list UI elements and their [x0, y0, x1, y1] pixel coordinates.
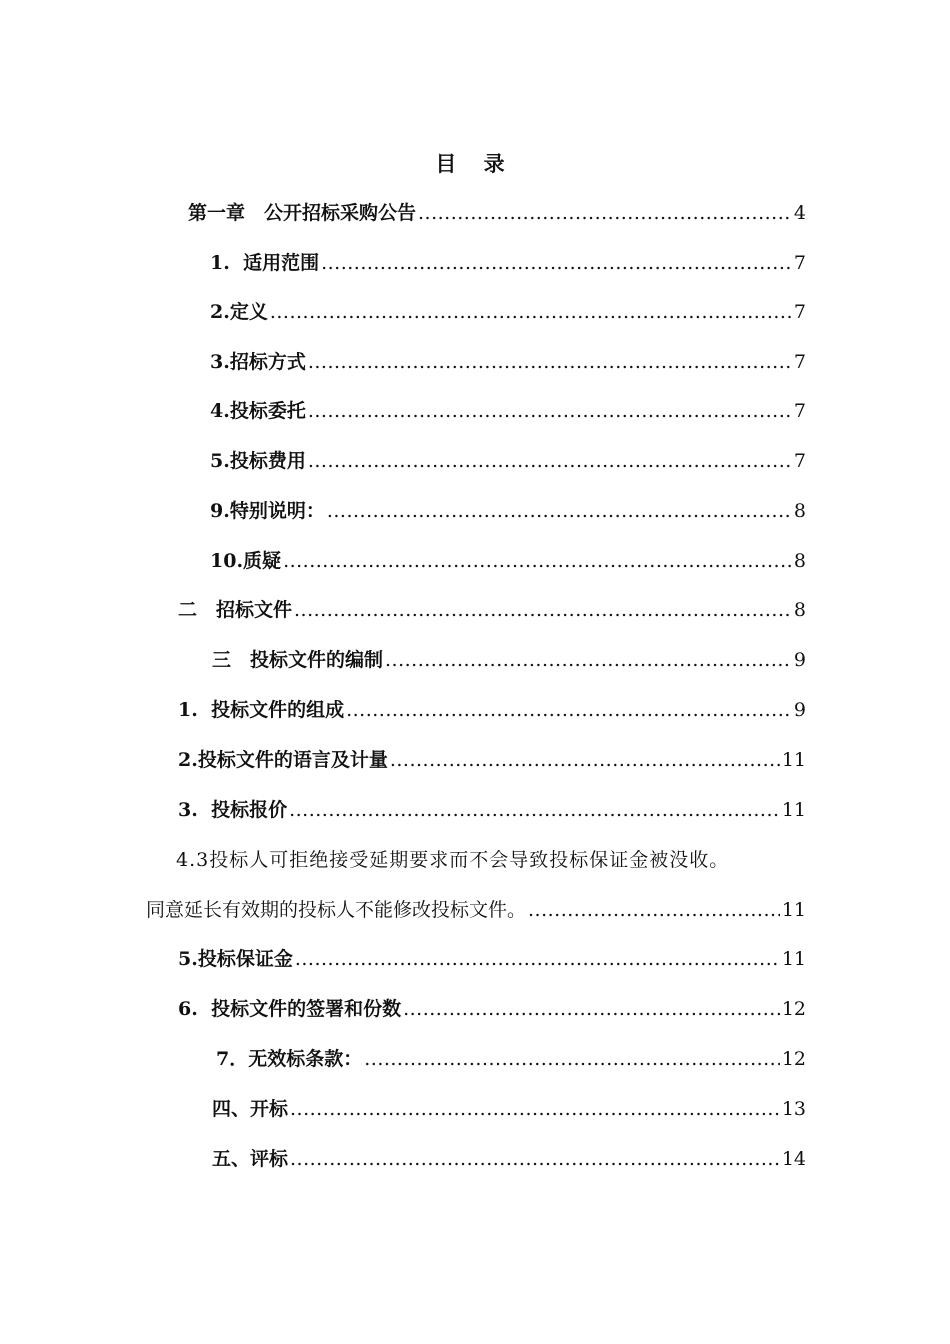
- toc-entry[interactable]: [178, 695, 806, 725]
- dot-leader: [290, 1144, 780, 1174]
- toc-entry[interactable]: [210, 297, 806, 327]
- toc-entry[interactable]: [210, 496, 806, 526]
- toc-entry-page: 7: [793, 252, 806, 274]
- toc-title: 目 录: [435, 151, 515, 176]
- toc-entry[interactable]: [216, 1044, 806, 1074]
- toc-entry-label: 5.投标费用: [210, 450, 306, 472]
- dot-leader: [294, 595, 792, 625]
- dot-leader: [346, 695, 792, 725]
- dot-leader: [308, 446, 792, 476]
- toc-entry[interactable]: [178, 745, 806, 775]
- toc-entry-label: 3. 投标报价: [178, 799, 288, 821]
- dot-leader: [528, 895, 780, 925]
- toc-entry-page: 13: [781, 1098, 806, 1120]
- toc-entry[interactable]: [210, 347, 806, 377]
- toc-entry-label: 9.特别说明：: [210, 500, 325, 522]
- toc-entry-label: 同意延长有效期的投标人不能修改投标文件。: [146, 899, 527, 921]
- toc-entry-label: 5.投标保证金: [178, 948, 293, 970]
- toc-entry[interactable]: [210, 396, 806, 426]
- toc-entry[interactable]: [212, 1094, 806, 1124]
- toc-entry-page: 11: [781, 749, 806, 771]
- toc-entry-page: 7: [793, 400, 806, 422]
- dot-leader: [283, 546, 792, 576]
- toc-entry[interactable]: [178, 595, 806, 625]
- toc-entry-label: 7．无效标条款：: [216, 1048, 363, 1070]
- dot-leader: [390, 745, 780, 775]
- toc-entry[interactable]: [146, 895, 806, 925]
- toc-entry-label: 2.投标文件的语言及计量: [178, 749, 388, 771]
- toc-entry[interactable]: [210, 248, 806, 278]
- dot-leader: [308, 347, 792, 377]
- dot-leader: [270, 297, 792, 327]
- toc-entry-page: 4: [793, 202, 806, 224]
- dot-leader: [308, 396, 792, 426]
- dot-leader: [418, 198, 792, 228]
- dot-leader: [321, 248, 792, 278]
- toc-entry-label: 2.定义: [210, 301, 268, 323]
- toc-entry-label: 二 招标文件: [178, 599, 293, 621]
- dot-leader: [295, 944, 780, 974]
- toc-entry-label: 三 投标文件的编制: [212, 649, 384, 671]
- toc-entry-label: 1. 适用范围: [210, 252, 320, 274]
- toc-entry-page: 11: [781, 799, 806, 821]
- toc-entry[interactable]: [178, 994, 806, 1024]
- toc-entry[interactable]: [178, 944, 806, 974]
- toc-entry[interactable]: [212, 645, 806, 675]
- toc-entry-page: 12: [781, 998, 806, 1020]
- dot-leader: [327, 496, 792, 526]
- toc-entry-page: 9: [793, 699, 806, 721]
- toc-entry-page: 12: [781, 1048, 806, 1070]
- dot-leader: [385, 645, 792, 675]
- toc-entry-page: 7: [793, 450, 806, 472]
- toc-entry[interactable]: [188, 198, 806, 228]
- toc-entry-label: 1. 投标文件的组成: [178, 699, 345, 721]
- toc-entry-label: 3.招标方式: [210, 351, 306, 373]
- toc-entry[interactable]: [212, 1144, 806, 1174]
- toc-entry-label: 第一章 公开招标采购公告: [188, 202, 417, 224]
- toc-entry-label: 四、开标: [212, 1098, 289, 1120]
- toc-entry-wrapped-line1[interactable]: 4.3投标人可拒绝接受延期要求而不会导致投标保证金被没收。: [176, 849, 730, 871]
- toc-entry-page: 8: [793, 550, 806, 572]
- toc-entry-label: 6. 投标文件的签署和份数: [178, 998, 402, 1020]
- dot-leader: [403, 994, 780, 1024]
- toc-entry[interactable]: [178, 795, 806, 825]
- dot-leader: [289, 795, 780, 825]
- toc-entry-page: 14: [781, 1148, 806, 1170]
- toc-entry-page: 7: [793, 301, 806, 323]
- dot-leader: [290, 1094, 780, 1124]
- toc-entry[interactable]: [210, 446, 806, 476]
- toc-entry-page: 11: [781, 899, 806, 921]
- toc-entry-page: 8: [793, 500, 806, 522]
- toc-entry-page: 8: [793, 599, 806, 621]
- toc-entry-page: 7: [793, 351, 806, 373]
- toc-entry-page: 9: [793, 649, 806, 671]
- toc-entry-label: 10.质疑: [210, 550, 282, 572]
- toc-entry[interactable]: [210, 546, 806, 576]
- toc-entry-label: 五、评标: [212, 1148, 289, 1170]
- toc-entry-label: 4.投标委托: [210, 400, 306, 422]
- toc-entry-page: 11: [781, 948, 806, 970]
- dot-leader: [364, 1044, 780, 1074]
